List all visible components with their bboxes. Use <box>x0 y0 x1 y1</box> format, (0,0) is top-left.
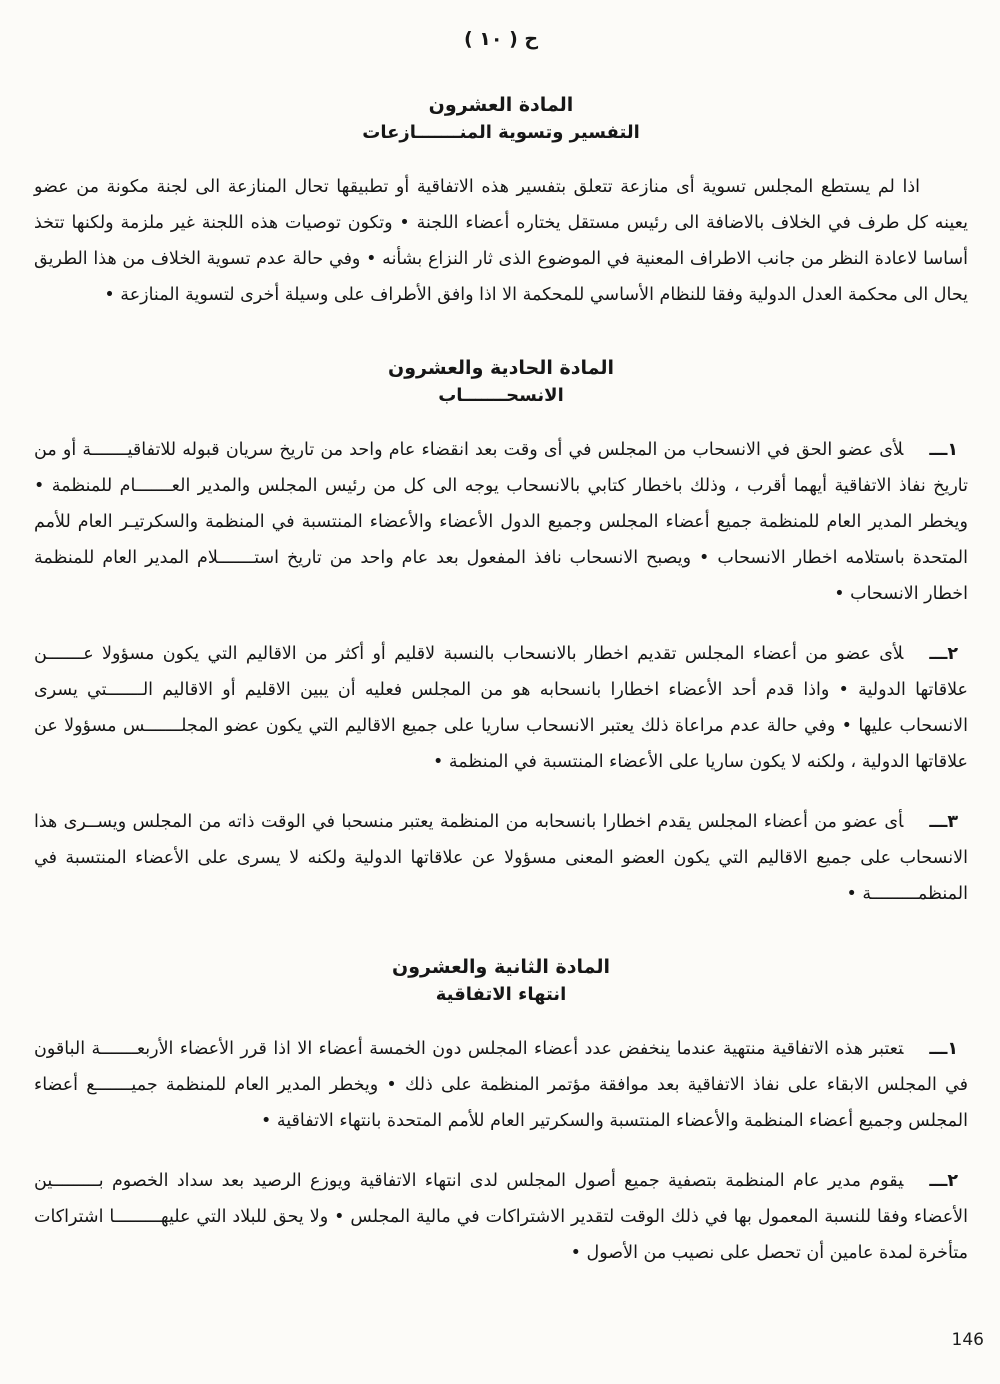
article-22-item-2 <box>34 1163 968 1271</box>
article-21-item-2 <box>34 636 968 780</box>
item-text: يقوم مدير عام المنظمة بتصفية جميع أصول المجلس لدى انتهاء الاتفاقية ويوزع الرصيد بعد سداد الخصوم بـــــــــين الأعضاء وفقا للنسبة المعمول بها في ذلك الوقت لتقدير الاشتراكات في مالية المجلس • ولا يحق للبلاد التي عليهـــــــــا اشتراكات متأخرة لمدة عامين أن تحصل على نصيب من الأصول • <box>34 1171 968 1263</box>
article-22 <box>34 956 968 1271</box>
article-20-title: المادة العشرون <box>428 94 574 116</box>
article-21 <box>34 357 968 912</box>
page-header: ح ( ١٠ ) <box>463 28 539 50</box>
item-text: تعتبر هذه الاتفاقية منتهية عندما ينخفض عدد أعضاء المجلس دون الخمسة أعضاء الا اذا قرر الأعضاء الأربعـــــــة الباقون في المجلس الابقاء على نفاذ الاتفاقية بعد موافقة مؤتمر المنظمة على ذلك • ويخطر المدير العام للمنظمة جميـــــــع أعضاء المجلس وجميع أعضاء المنظمة والأعضاء المنتسبة والسكرتير العام للأمم المتحدة بانتهاء الاتفاقية • <box>34 1039 968 1131</box>
article-21-subtitle: الانسحـــــــاب <box>438 385 564 406</box>
item-number: ١ـــ <box>929 440 958 460</box>
item-text: أى عضو من أعضاء المجلس يقدم اخطارا بانسحابه من المنظمة يعتبر منسحبا في الوقت ذاته من المجلس ويســرى هذا الانسحاب على جميع الاقاليم التي يكون العضو المعنى مسؤولا عن علاقاتها الدولية ولكنه لا يسرى على الأعضاء المنتسبة في المنظمـــــــــة • <box>34 812 968 904</box>
item-number: ٢ـــ <box>929 644 958 664</box>
article-22-subtitle: انتهاء الاتفاقية <box>435 984 567 1005</box>
item-number: ٣ـــ <box>929 812 958 832</box>
article-20-paragraph: اذا لم يستطع المجلس تسوية أى منازعة تتعلق بتفسير هذه الاتفاقية أو تطبيقها تحال المنازعة الى لجنة مكونة من عضو يعينه كل طرف في الخلاف بالاضافة الى رئيس مستقل يختاره أعضاء اللجنة • وتكون توصيات هذه اللجنة غير ملزمة ولكنها تتخذ أساسا لاعادة النظر من جانب الاطراف المعنية في الموضوع الذى ثار النزاع بشأنه • وفي حالة عدم تسوية الخلاف من هذا الطريق يحال الى محكمة العدل الدولية وفقا للنظام الأساسي للمحكمة الا اذا وافق الأطراف على وسيلة أخرى لتسوية المنازعة • <box>34 177 968 305</box>
article-21-title: المادة الحادية والعشرون <box>388 357 614 379</box>
article-22-item-1 <box>34 1031 968 1139</box>
item-number: ٢ـــ <box>929 1171 958 1191</box>
item-number: ١ـــ <box>929 1039 958 1059</box>
item-text: لأى عضو الحق في الانسحاب من المجلس في أى وقت بعد انقضاء عام واحد من تاريخ سريان قبوله للاتفاقيـــــــة أو من تاريخ نفاذ الاتفاقية أيهما أقرب ، وذلك باخطار كتابي بالانسحاب يوجه الى كل من رئيس المجلس والمدير العـــــــام للمنظمة • ويخطر المدير العام للمنظمة جميع أعضاء المجلس وجميع الدول الأعضاء والأعضاء المنتسبة في المنظمة والسكرتيـر العام للأمم المتحدة باستلامه اخطار الانسحاب • ويصبح الانسحاب نافذ المفعول بعد عام واحد من تاريخ استـــــــلام المدير العام للمنظمة اخطار الانسحاب • <box>34 440 968 604</box>
article-21-item-3 <box>34 804 968 912</box>
article-22-title: المادة الثانية والعشرون <box>391 956 611 978</box>
item-text: لأى عضو من أعضاء المجلس تقديم اخطار بالانسحاب بالنسبة لاقليم أو أكثر من الاقاليم التي يكون مسؤولا عـــــــن علاقاتها الدولية • واذا قدم أحد الأعضاء اخطارا بانسحابه هو من المجلس فعليه أن يبين الاقليم أو الاقاليم الـــــــتي يسرى الانسحاب عليها • وفي حالة عدم مراعاة ذلك يعتبر الانسحاب ساريا على جميع الاقاليم التي يكون عضو المجلـــــــس مسؤولا عن علاقاتها الدولية ، ولكنه لا يكون ساريا على الأعضاء المنتسبة في المنظمة • <box>34 644 968 772</box>
article-21-item-1 <box>34 432 968 612</box>
article-20-subtitle: التفسير وتسوية المنـــــــازعات <box>362 122 640 143</box>
article-20 <box>34 94 968 313</box>
page-number: 146 <box>951 1330 984 1350</box>
